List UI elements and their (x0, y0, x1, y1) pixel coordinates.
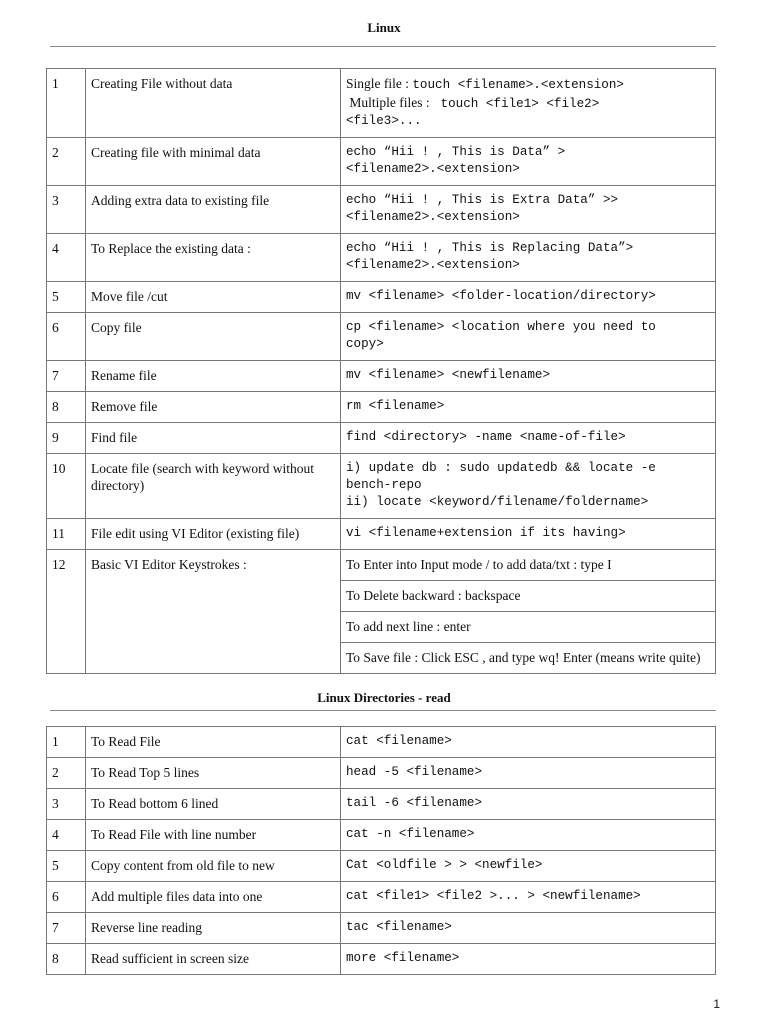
table-row (47, 234, 716, 282)
row-number: 6 (47, 882, 86, 913)
table-row (47, 361, 716, 392)
row-description: Remove file (86, 392, 341, 423)
row-number: 11 (47, 519, 86, 550)
row-number: 2 (47, 758, 86, 789)
command-text: touch <file1> <file2> (433, 97, 600, 111)
row-number: 1 (47, 69, 86, 138)
page-title: Linux (367, 20, 401, 35)
row-description: Read sufficient in screen size (86, 944, 341, 975)
title-rule (50, 46, 716, 47)
command-text: <file3>... (346, 114, 422, 128)
row-number: 1 (47, 727, 86, 758)
row-command (341, 69, 716, 138)
row-description: Reverse line reading (86, 913, 341, 944)
row-description: File edit using VI Editor (existing file) (86, 519, 341, 550)
row-description: To Read Top 5 lines (86, 758, 341, 789)
row-number: 3 (47, 789, 86, 820)
table-row (47, 454, 716, 519)
row-description: Copy file (86, 313, 341, 361)
row-command: rm <filename> (341, 392, 716, 423)
table-row (47, 186, 716, 234)
file-commands-table (46, 68, 716, 674)
row-command: i) update db : sudo updatedb && locate -e bench-repo ii) locate <keyword/filename/foldername> (341, 454, 716, 519)
row-command: vi <filename+extension if its having> (341, 519, 716, 550)
row-number: 7 (47, 913, 86, 944)
row-number: 7 (47, 361, 86, 392)
command-text: touch <filename>.<extension> (412, 78, 624, 92)
row-command: cat -n <filename> (341, 820, 716, 851)
row-command: find <directory> -name <name-of-file> (341, 423, 716, 454)
table-row (47, 282, 716, 313)
vi-keystroke-item: To Save file : Click ESC , and type wq! Enter (means write quite) (341, 643, 716, 674)
vi-keystroke-item: To Enter into Input mode / to add data/txt : type I (341, 550, 716, 581)
row-command: cat <file1> <file2 >... > <newfilename> (341, 882, 716, 913)
vi-keystroke-item: To add next line : enter (341, 612, 716, 643)
table-row (47, 789, 716, 820)
row-description: Creating file with minimal data (86, 138, 341, 186)
table-row (47, 913, 716, 944)
row-number: 4 (47, 820, 86, 851)
row-number: 9 (47, 423, 86, 454)
table-row (47, 882, 716, 913)
row-command: more <filename> (341, 944, 716, 975)
row-command: head -5 <filename> (341, 758, 716, 789)
table-row (47, 519, 716, 550)
command-label: Multiple files : (346, 95, 433, 110)
command-label: Single file : (346, 76, 413, 91)
vi-keystroke-item: To Delete backward : backspace (341, 581, 716, 612)
table-row (47, 138, 716, 186)
row-description: Rename file (86, 361, 341, 392)
row-command: cp <filename> <location where you need to copy> (341, 313, 716, 361)
row-description: To Read bottom 6 lined (86, 789, 341, 820)
row-description: To Read File (86, 727, 341, 758)
table-row (47, 69, 716, 138)
row-description: Basic VI Editor Keystrokes : (86, 550, 341, 674)
row-description: Adding extra data to existing file (86, 186, 341, 234)
row-description: Move file /cut (86, 282, 341, 313)
row-number: 12 (47, 550, 86, 674)
table-row (47, 944, 716, 975)
row-description: To Read File with line number (86, 820, 341, 851)
row-number: 8 (47, 944, 86, 975)
table-row (47, 392, 716, 423)
row-number: 4 (47, 234, 86, 282)
row-command: Cat <oldfile > > <newfile> (341, 851, 716, 882)
row-command: mv <filename> <folder-location/directory> (341, 282, 716, 313)
page-number: 1 (713, 997, 720, 1011)
section-rule (50, 710, 716, 711)
table-row (47, 727, 716, 758)
table-row (47, 423, 716, 454)
row-command: mv <filename> <newfilename> (341, 361, 716, 392)
table-row (47, 550, 716, 581)
row-description: Creating File without data (86, 69, 341, 138)
row-command: cat <filename> (341, 727, 716, 758)
row-number: 3 (47, 186, 86, 234)
row-command: tac <filename> (341, 913, 716, 944)
row-number: 6 (47, 313, 86, 361)
read-commands-table (46, 726, 716, 975)
table-row (47, 851, 716, 882)
row-number: 5 (47, 851, 86, 882)
row-command: tail -6 <filename> (341, 789, 716, 820)
row-number: 10 (47, 454, 86, 519)
table-row (47, 313, 716, 361)
row-description: Add multiple files data into one (86, 882, 341, 913)
row-description: Locate file (search with keyword without directory) (86, 454, 341, 519)
table-row (47, 820, 716, 851)
row-number: 2 (47, 138, 86, 186)
row-description: Copy content from old file to new (86, 851, 341, 882)
table-row (47, 758, 716, 789)
row-description: Find file (86, 423, 341, 454)
section-title-directories: Linux Directories - read (317, 690, 451, 705)
row-command: echo “Hii ! , This is Extra Data” >> <filename2>.<extension> (341, 186, 716, 234)
row-number: 8 (47, 392, 86, 423)
row-command: echo “Hii ! , This is Data” > <filename2>.<extension> (341, 138, 716, 186)
row-description: To Replace the existing data : (86, 234, 341, 282)
row-command: echo “Hii ! , This is Replacing Data”> <filename2>.<extension> (341, 234, 716, 282)
row-number: 5 (47, 282, 86, 313)
